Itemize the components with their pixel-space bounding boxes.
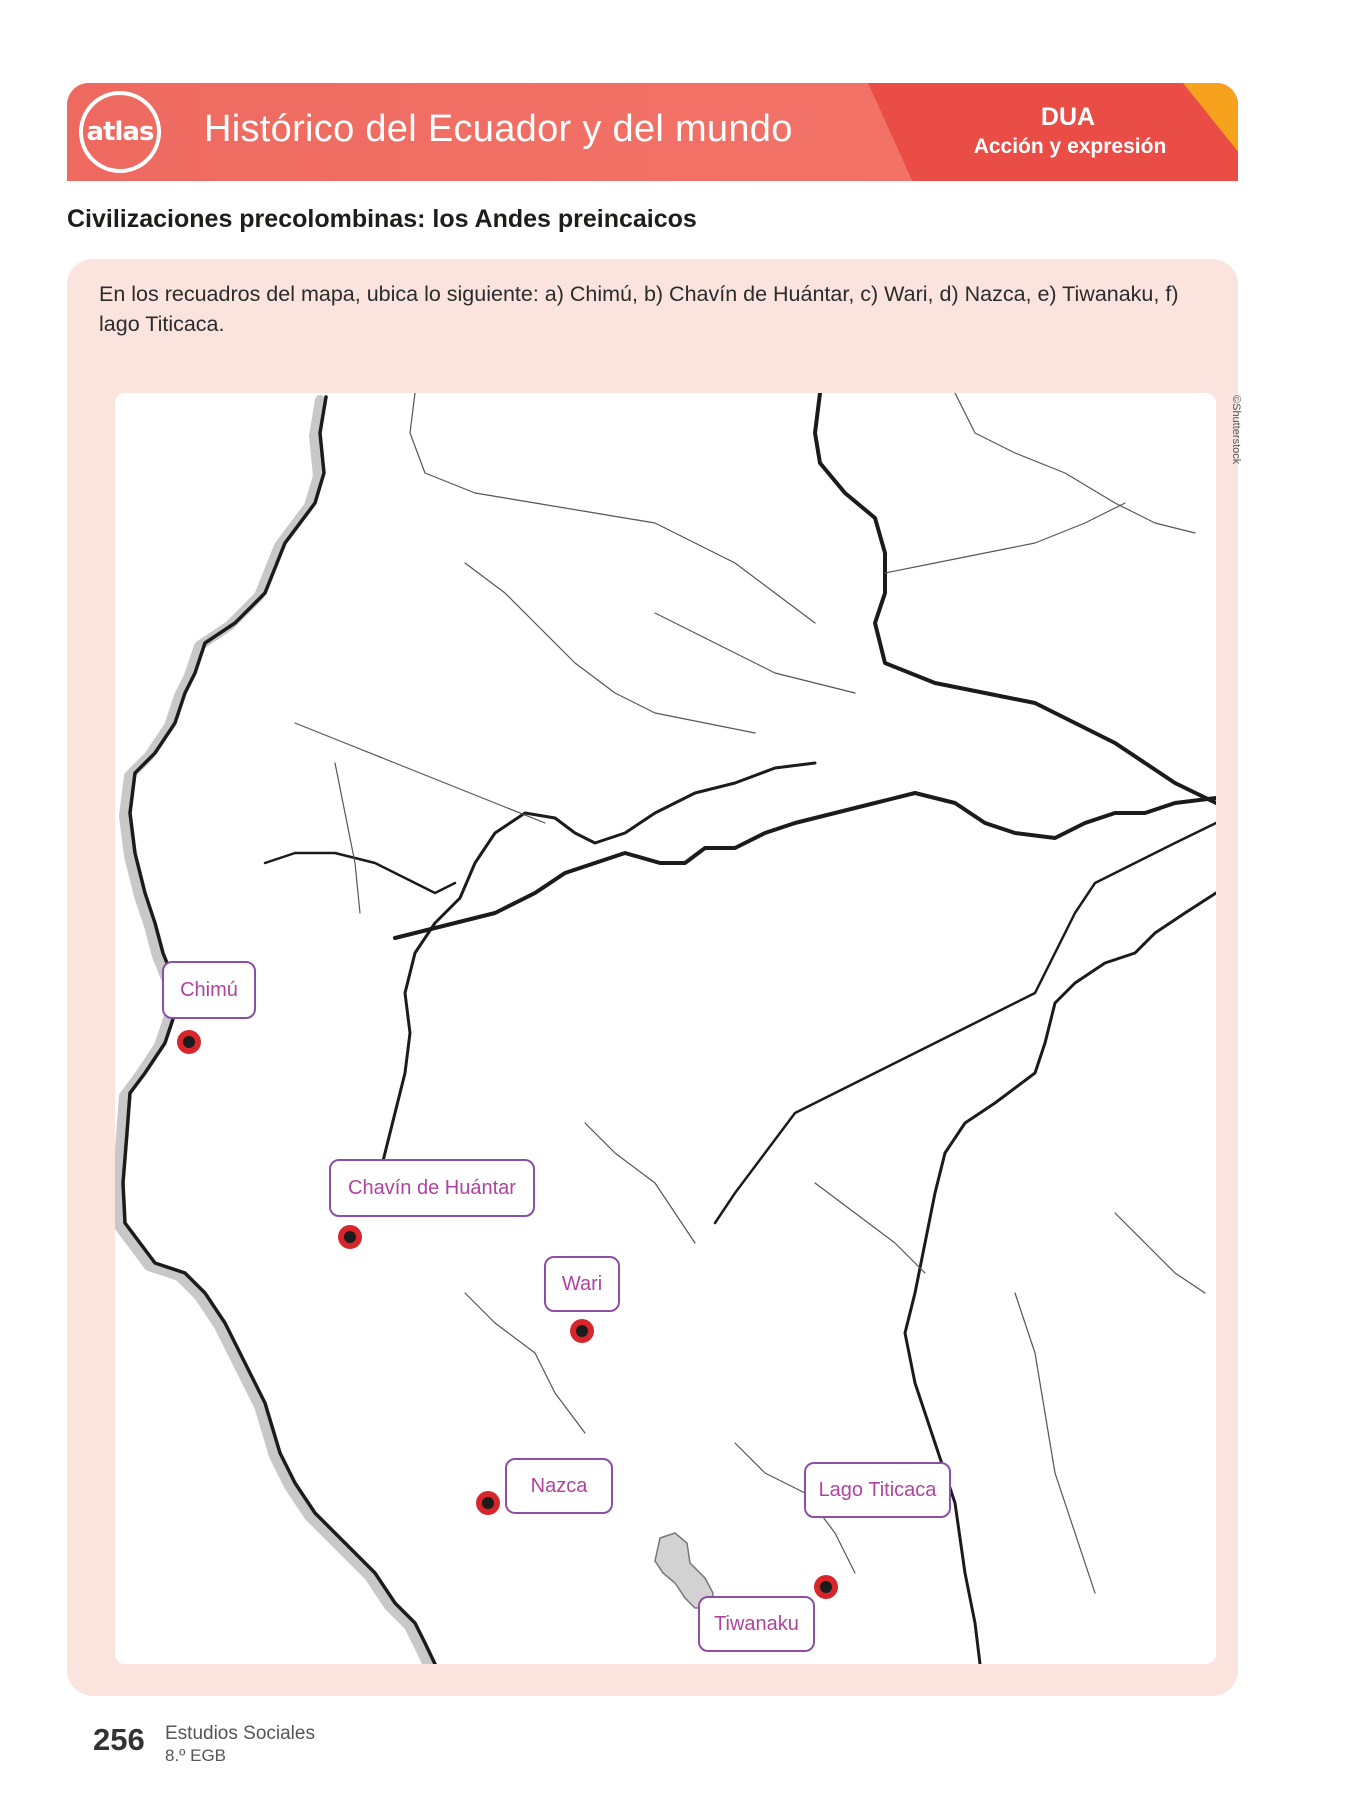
- dua-badge-background: [868, 83, 1238, 181]
- label-wari: Wari: [544, 1256, 620, 1312]
- river-minor-3: [465, 563, 755, 733]
- map-area: [115, 393, 1216, 1664]
- marker-chimu: [177, 1030, 201, 1054]
- river-madre: [905, 893, 1216, 1664]
- image-credit: ©Shutterstock: [1230, 395, 1242, 465]
- page-number: 256: [93, 1722, 145, 1757]
- banner-title: Histórico del Ecuador y del mundo: [204, 108, 793, 150]
- activity-instructions: En los recuadros del mapa, ubica lo siguiente: a) Chimú, b) Chavín de Huántar, c) Wari, d) Nazca, e) Tiwanaku, f) lago Titicaca.: [99, 282, 1179, 336]
- label-nazca: Nazca: [505, 1458, 613, 1514]
- coastline-shadow: [117, 400, 429, 1664]
- label-chavin: Chavín de Huántar: [329, 1159, 535, 1217]
- river-minor-7: [585, 1123, 695, 1243]
- river-maranon: [395, 793, 1216, 938]
- logo-text: atlas: [86, 117, 154, 147]
- river-minor-2: [295, 723, 545, 823]
- river-minor-13: [465, 1293, 585, 1433]
- footer-subject: Estudios Sociales: [165, 1723, 315, 1744]
- dua-badge-title: DUA: [1040, 103, 1096, 131]
- river-minor-1: [410, 393, 815, 623]
- label-chimu: Chimú: [162, 961, 256, 1019]
- label-titicaca: Lago Titicaca: [804, 1462, 951, 1518]
- marker-tiwanaku: [814, 1575, 838, 1599]
- river-amazon: [815, 393, 1216, 803]
- river-minor-4: [655, 613, 855, 693]
- river-minor-10: [335, 763, 360, 913]
- river-purus: [715, 823, 1216, 1223]
- marker-wari: [570, 1319, 594, 1343]
- river-minor-6: [885, 503, 1125, 573]
- atlas-logo: [79, 91, 161, 173]
- dua-badge-subtitle: Acción y expresión: [973, 135, 1167, 158]
- river-minor-12: [1015, 1293, 1095, 1593]
- river-minor-8: [815, 1183, 925, 1273]
- river-ucayali: [375, 763, 815, 1193]
- river-minor-9: [1115, 1213, 1205, 1293]
- river-minor-5: [955, 393, 1195, 533]
- marker-nazca: [476, 1491, 500, 1515]
- river-huallaga: [265, 853, 455, 893]
- marker-chavin: [338, 1225, 362, 1249]
- section-title: Civilizaciones precolombinas: los Andes preincaicos: [67, 205, 697, 233]
- footer-grade: 8.º EGB: [165, 1746, 227, 1765]
- map-outline: [115, 393, 1216, 1664]
- label-tiwanaku: Tiwanaku: [698, 1596, 815, 1652]
